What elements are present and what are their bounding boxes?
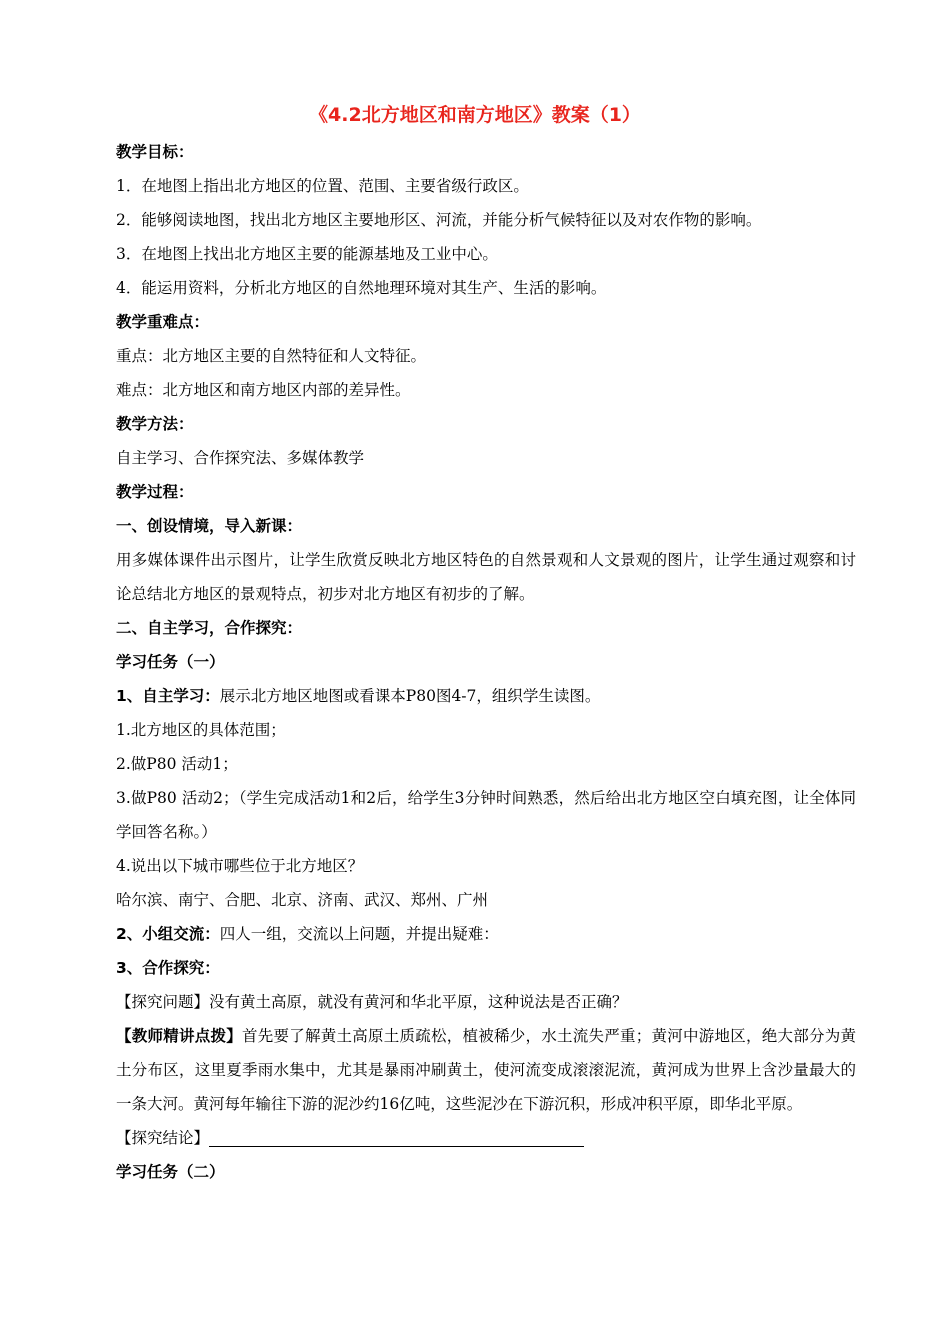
step2 xyxy=(116,917,856,951)
methods-text: 自主学习、合作探究法、多媒体教学 xyxy=(116,449,365,467)
inquiry-question: 【探究问题】没有黄土高原，就没有黄河和华北平原，这种说法是否正确？ xyxy=(116,993,628,1011)
step2-text: 四人一组，交流以上问题，并提出疑难： xyxy=(219,925,499,943)
section2-heading: 二、自主学习，合作探究： xyxy=(116,619,303,637)
question-4: 4.说出以下城市哪些位于北方地区？ xyxy=(116,857,364,875)
key-points-heading: 教学重难点： xyxy=(116,313,210,331)
process-heading: 教学过程： xyxy=(116,483,194,501)
question-3: 3.做P80 活动2；（学生完成活动1和2后，给学生3分钟时间熟悉，然后给出北方地区空白填充图，让全体同学回答名称。） xyxy=(116,789,856,841)
objective-item: 4．能运用资料，分析北方地区的自然地理环境对其生产、生活的影响。 xyxy=(116,279,607,297)
step1-label: 1、自主学习： xyxy=(116,687,220,705)
step1 xyxy=(116,679,856,713)
city-list: 哈尔滨、南宁、合肥、北京、济南、武汉、郑州、广州 xyxy=(116,891,489,909)
teacher-label: 【教师精讲点拨】 xyxy=(116,1027,242,1045)
methods-heading: 教学方法： xyxy=(116,415,194,433)
step3-heading: 3、合作探究： xyxy=(116,959,220,977)
key-point: 重点：北方地区主要的自然特征和人文特征。 xyxy=(116,347,427,365)
task2-heading: 学习任务（二） xyxy=(116,1163,225,1181)
teacher-text: 首先要了解黄土高原土质疏松，植被稀少，水土流失严重；黄河中游地区，绝大部分为黄土分布区，这里夏季雨水集中，尤其是暴雨冲刷黄土，使河流变成滚滚泥流，黄河成为世界上含沙量最大的一条大河。黄河每年输往下游的泥沙约16亿吨，这些泥沙在下游沉积，形成冲积平原，即华北平原。 xyxy=(116,1027,856,1113)
conclusion-blank-line[interactable] xyxy=(209,1124,584,1147)
difficult-point: 难点：北方地区和南方地区内部的差异性。 xyxy=(116,381,411,399)
task1-heading: 学习任务（一） xyxy=(116,653,225,671)
objective-item: 3．在地图上找出北方地区主要的能源基地及工业中心。 xyxy=(116,245,498,263)
teacher-explanation xyxy=(116,1019,856,1121)
question-1: 1.北方地区的具体范围； xyxy=(116,721,286,739)
objective-item: 1．在地图上指出北方地区的位置、范围、主要省级行政区。 xyxy=(116,177,529,195)
inquiry-conclusion xyxy=(116,1121,856,1155)
objective-item: 2．能够阅读地图，找出北方地区主要地形区、河流，并能分析气候特征以及对农作物的影响。 xyxy=(116,211,762,229)
conclusion-label: 【探究结论】 xyxy=(116,1129,210,1147)
step2-label: 2、小组交流： xyxy=(116,925,220,943)
section1-heading: 一、创设情境，导入新课： xyxy=(116,517,303,535)
step1-text: 展示北方地区地图或看课本P80图4-7，组织学生读图。 xyxy=(219,687,601,705)
page-title: 《4.2北方地区和南方地区》教案（1） xyxy=(309,104,641,126)
objectives-heading: 教学目标： xyxy=(116,143,194,161)
document-body xyxy=(116,135,856,1189)
question-2: 2.做P80 活动1； xyxy=(116,755,238,773)
section1-text: 用多媒体课件出示图片，让学生欣赏反映北方地区特色的自然景观和人文景观的图片，让学生通过观察和讨论总结北方地区的景观特点，初步对北方地区有初步的了解。 xyxy=(116,551,856,603)
